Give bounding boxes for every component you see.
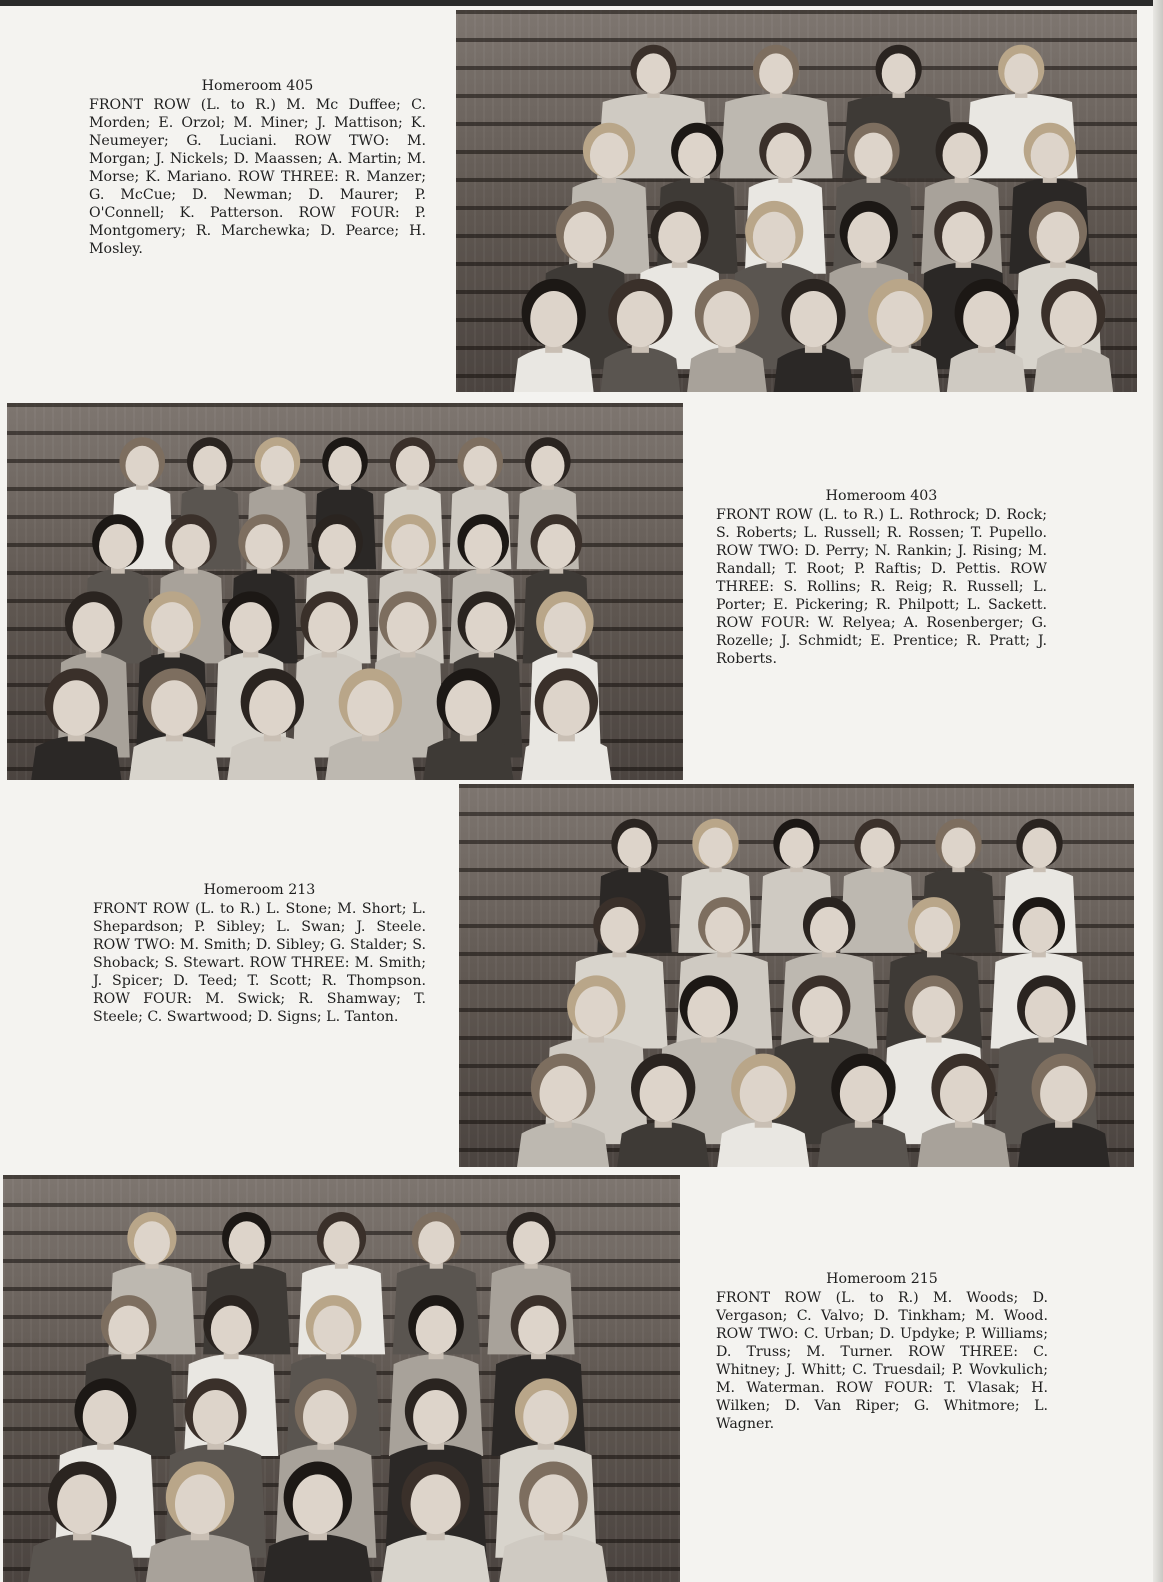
student-face: [175, 1474, 225, 1534]
student-face: [151, 680, 197, 735]
student-face: [1040, 1066, 1087, 1122]
student-face: [230, 602, 272, 652]
homeroom-405-students: [456, 10, 1137, 392]
student-face: [464, 524, 502, 569]
student-face: [99, 524, 137, 569]
student-face: [347, 680, 393, 735]
homeroom-213-photo: [459, 784, 1134, 1167]
student-face: [1004, 53, 1038, 93]
homeroom-405-caption: [89, 77, 426, 258]
student-face: [418, 1221, 454, 1264]
homeroom-215-students: [3, 1175, 680, 1582]
student-face: [249, 680, 295, 735]
student-face: [963, 291, 1010, 347]
homeroom-213-caption: [93, 881, 426, 1026]
student-face: [411, 1474, 461, 1534]
student-face: [518, 1306, 559, 1355]
student-face: [705, 907, 743, 953]
student-face: [753, 212, 796, 263]
homeroom-403-students: [7, 403, 683, 780]
student-face: [915, 907, 953, 953]
student-face: [544, 602, 586, 652]
homeroom-213-title: Homeroom 213: [203, 882, 316, 898]
student-face: [882, 53, 916, 93]
student-face: [1020, 907, 1058, 953]
student-face: [193, 446, 226, 486]
student-face: [943, 133, 981, 179]
homeroom-403-title: Homeroom 403: [825, 488, 938, 504]
student-face: [151, 602, 193, 652]
homeroom-213-students: [459, 784, 1134, 1167]
student-face: [618, 827, 652, 868]
student-face: [396, 446, 429, 486]
homeroom-215-caption: [716, 1270, 1048, 1433]
homeroom-405-title: Homeroom 405: [201, 78, 314, 94]
student-face: [590, 133, 628, 179]
student-face: [528, 1474, 578, 1534]
student-face: [308, 602, 350, 652]
student-face: [513, 1221, 549, 1264]
student-face: [323, 1221, 359, 1264]
student-face: [172, 524, 210, 569]
student-face: [537, 524, 575, 569]
student-face: [800, 986, 843, 1037]
student-face: [687, 986, 730, 1037]
student-face: [1037, 212, 1080, 263]
student-face: [847, 212, 890, 263]
student-face: [328, 446, 361, 486]
homeroom-403-photo: [7, 403, 683, 780]
student-face: [445, 680, 491, 735]
student-face: [640, 1066, 687, 1122]
student-face: [658, 212, 701, 263]
student-face: [810, 907, 848, 953]
student-face: [464, 446, 497, 486]
student-face: [840, 1066, 887, 1122]
student-face: [318, 524, 356, 569]
student-face: [229, 1221, 265, 1264]
student-face: [877, 291, 924, 347]
student-face: [261, 446, 294, 486]
student-face: [780, 827, 814, 868]
page-binding-edge: [1153, 0, 1163, 1582]
student-face: [564, 212, 607, 263]
student-face: [303, 1390, 348, 1444]
homeroom-213-names: FRONT ROW (L. to R.) L. Stone; M. Short; L. Shepardson; P. Sibley; L. Swan; J. Steele. ROW TWO: M. Smith; D. Sibley; G. Stalder; S. Shoback; S. Stewart. ROW THREE: M. Smith; J. Spicer; D. Teed; T. Scott; R. Thompson. ROW FOUR: M. Swick; R. Shamway; T. Steele; C. Swartwood; D. Signs; L. Tanton.: [93, 901, 426, 1025]
student-face: [126, 446, 159, 486]
student-face: [942, 212, 985, 263]
student-face: [703, 291, 750, 347]
student-face: [293, 1474, 343, 1534]
student-face: [540, 1066, 587, 1122]
student-face: [617, 291, 664, 347]
student-face: [543, 680, 589, 735]
student-face: [759, 53, 793, 93]
student-face: [531, 446, 564, 486]
student-face: [211, 1306, 252, 1355]
homeroom-403-names: FRONT ROW (L. to R.) L. Rothrock; D. Rock; S. Roberts; L. Russell; R. Rossen; T. Pupello. ROW TWO: D. Perry; N. Rankin; J. Rising; M. Randall; T. Root; P. Raftis; D. Pettis. ROW THREE: S. Rollins; R. Reig; R. Russell; L. Porter; E. Pickering; R. Philpott; L. Sackett. ROW FOUR: W. Relyea; A. Rosenberger; G. Rozelle; J. Schmidt; E. Prentice; R. Pratt; J. Roberts.: [716, 507, 1047, 667]
homeroom-215-title: Homeroom 215: [826, 1271, 938, 1287]
page-top-border: [0, 0, 1163, 6]
student-face: [1023, 827, 1057, 868]
student-face: [600, 907, 638, 953]
student-face: [387, 602, 429, 652]
student-face: [313, 1306, 354, 1355]
student-face: [83, 1390, 128, 1444]
student-face: [413, 1390, 458, 1444]
student-face: [530, 291, 577, 347]
student-face: [465, 602, 507, 652]
homeroom-215-names: FRONT ROW (L. to R.) M. Woods; D. Vergason; C. Valvo; D. Tinkham; M. Wood. ROW TWO: C. Urban; D. Updyke; P. Williams; D. Truss; M. Turner. ROW THREE: C. Whitney; J. Whitt; C. Truesdail; P. Wovkulich; M. Waterman. ROW FOUR: T. Vlasak; H. Wilken; D. Van Riper; G. Whitmore; L. Wagner.: [716, 1290, 1048, 1432]
student-face: [53, 680, 99, 735]
homeroom-403-caption: [716, 487, 1047, 668]
student-face: [193, 1390, 238, 1444]
student-face: [637, 53, 671, 93]
student-face: [912, 986, 955, 1037]
student-face: [699, 827, 733, 868]
student-face: [523, 1390, 568, 1444]
student-face: [57, 1474, 107, 1534]
student-face: [854, 133, 892, 179]
student-face: [790, 291, 837, 347]
student-face: [1050, 291, 1097, 347]
student-face: [740, 1066, 787, 1122]
student-face: [678, 133, 716, 179]
student-face: [766, 133, 804, 179]
student-face: [940, 1066, 987, 1122]
student-face: [575, 986, 618, 1037]
student-face: [861, 827, 895, 868]
homeroom-215-photo: [3, 1175, 680, 1582]
homeroom-405-photo: [456, 10, 1137, 392]
student-face: [1031, 133, 1069, 179]
homeroom-405-names: FRONT ROW (L. to R.) M. Mc Duffee; C. Morden; E. Orzol; M. Miner; J. Mattison; K. Neumeyer; G. Luciani. ROW TWO: M. Morgan; J. Nickels; D. Maassen; A. Martin; M. Morse; K. Mariano. ROW THREE: R. Manzer; G. McCue; D. Newman; D. Maurer; P. O'Connell; K. Patterson. ROW FOUR: P. Montgomery; R. Marchewka; D. Pearce; H. Mosley.: [89, 97, 426, 257]
student-face: [245, 524, 283, 569]
student-face: [73, 602, 115, 652]
student-face: [108, 1306, 149, 1355]
student-face: [942, 827, 976, 868]
student-face: [391, 524, 429, 569]
student-face: [134, 1221, 170, 1264]
student-face: [416, 1306, 457, 1355]
student-face: [1025, 986, 1068, 1037]
